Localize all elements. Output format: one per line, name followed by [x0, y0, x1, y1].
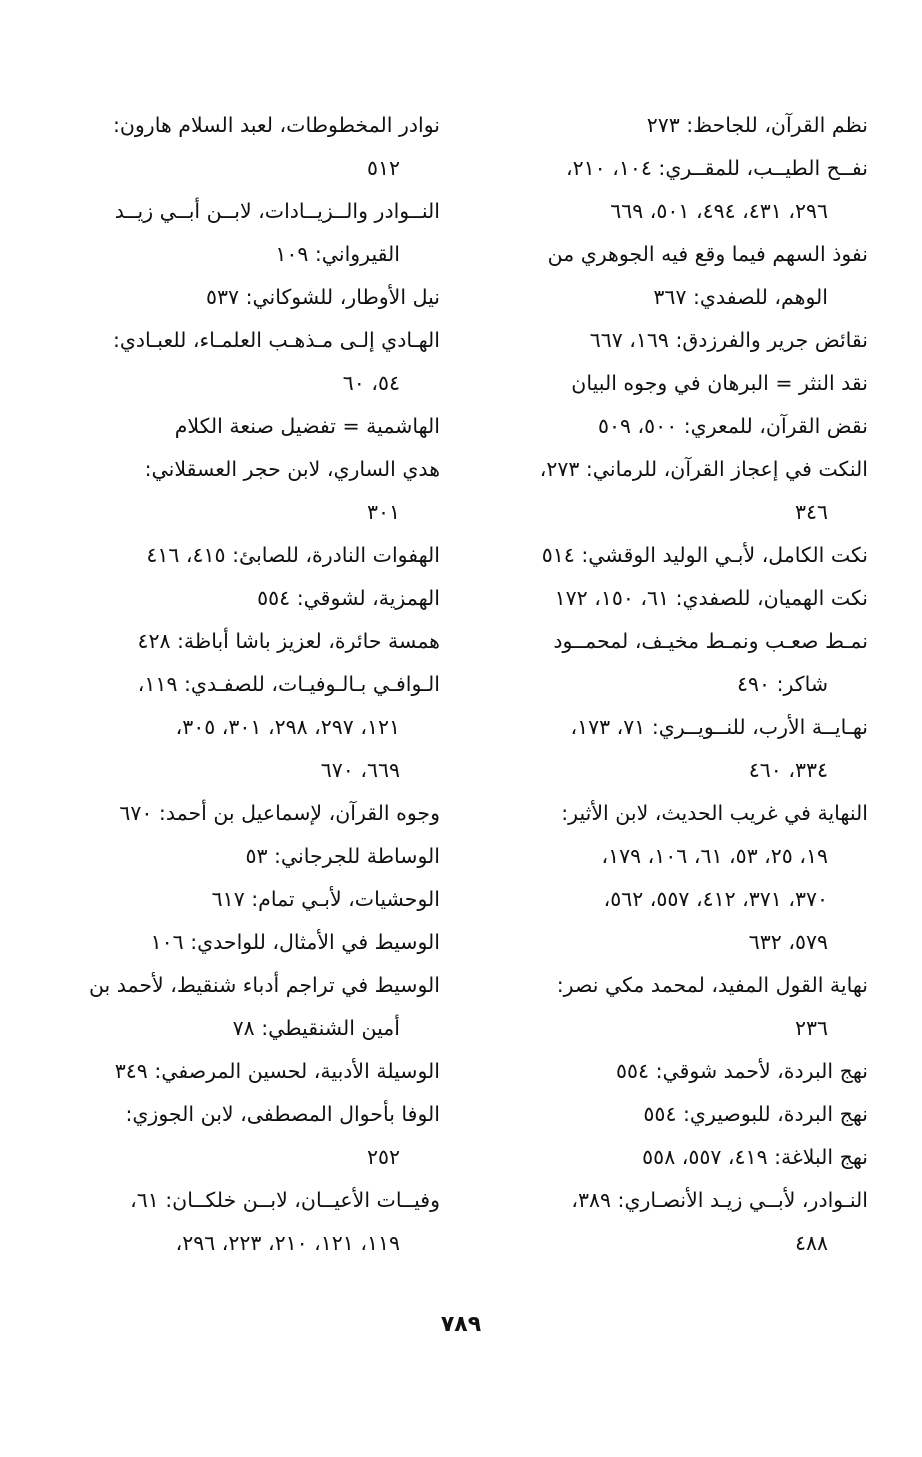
index-entry [490, 620, 868, 706]
index-entry [490, 319, 868, 362]
index-entry-title: نيل الأوطار، للشوكاني: ٥٣٧ [206, 285, 440, 309]
index-entry-continuation: ٣٣٤، ٤٦٠ [748, 758, 828, 782]
index-column-left [62, 104, 440, 1304]
index-entry-continuation: ٢٣٦ [794, 1016, 828, 1040]
index-entry [490, 405, 868, 448]
index-entry [490, 1093, 868, 1136]
index-entry-title: نكت الكامل، لأبـي الوليد الوقشي: ٥١٤ [541, 543, 868, 567]
index-entry-title: الهـادي إلـى مـذهـب العلمـاء، للعبـادي: [112, 328, 440, 352]
index-entry [490, 1050, 868, 1093]
index-entry-title: الهمزية، لشوقي: ٥٥٤ [257, 586, 440, 610]
index-entry-continuation: ٣٧٠، ٣٧١، ٤١٢، ٥٥٧، ٥٦٢، [603, 887, 828, 911]
index-entry-continuation: ٤٨٨ [794, 1231, 828, 1255]
index-entry-continuation: ٥١٢ [366, 156, 400, 180]
index-entry-continuation: ١٢١، ٢٩٧، ٢٩٨، ٣٠١، ٣٠٥، [175, 715, 400, 739]
index-entry-title: الهفوات النادرة، للصابئ: ٤١٥، ٤١٦ [146, 543, 440, 567]
index-entry [62, 921, 440, 964]
index-entry [490, 1136, 868, 1179]
index-entry [62, 276, 440, 319]
index-entry-title: الـوافـي بـالـوفيـات، للصفـدي: ١١٩، [137, 672, 440, 696]
index-entry-title: نهـايــة الأرب، للنــويــري: ٧١، ١٧٣، [570, 715, 868, 739]
index-entry-title: نفوذ السهم فيما وقع فيه الجوهري من [547, 242, 868, 266]
index-entry [490, 147, 868, 233]
index-entry-continuation: ٦٦٩، ٦٧٠ [320, 758, 400, 782]
index-entry [62, 1093, 440, 1179]
index-entry-continuation: القيرواني: ١٠٩ [275, 242, 400, 266]
index-columns [62, 104, 868, 1304]
index-entry [62, 448, 440, 534]
index-entry-continuation: الوهم، للصفدي: ٣٦٧ [653, 285, 828, 309]
index-entry-continuation: ٣٤٦ [794, 500, 828, 524]
index-entry [490, 233, 868, 319]
index-entry-title: نمـط صعـب ونمـط مخيـف، لمحمــود [553, 629, 868, 653]
index-entry-title: نقائض جرير والفرزدق: ١٦٩، ٦٦٧ [589, 328, 868, 352]
index-entry-title: الوسيط في تراجم أدباء شنقيط، لأحمد بن [88, 973, 440, 997]
index-entry [62, 1050, 440, 1093]
index-entry [490, 964, 868, 1050]
index-entry-continuation: ١٩، ٢٥، ٥٣، ٦١، ١٠٦، ١٧٩، [601, 844, 828, 868]
index-entry-continuation: ٢٥٢ [366, 1145, 400, 1169]
index-entry-continuation: ٥٤، ٦٠ [342, 371, 400, 395]
index-entry-title: الوفا بأحوال المصطفى، لابن الجوزي: [125, 1102, 440, 1126]
index-entry-continuation: ٣٠١ [366, 500, 400, 524]
index-entry [62, 792, 440, 835]
index-entry-title: نهاية القول المفيد، لمحمد مكي نصر: [556, 973, 868, 997]
index-entry [62, 104, 440, 190]
index-entry [62, 534, 440, 577]
index-entry-title: نهج البلاغة: ٤١٩، ٥٥٧، ٥٥٨ [642, 1145, 868, 1169]
index-entry-title: وجوه القرآن، لإسماعيل بن أحمد: ٦٧٠ [119, 801, 440, 825]
index-entry-title: هدي الساري، لابن حجر العسقلاني: [144, 457, 440, 481]
index-entry-title: الوسيط في الأمثال، للواحدي: ١٠٦ [150, 930, 440, 954]
index-entry [490, 706, 868, 792]
index-entry [490, 362, 868, 405]
index-entry [490, 1179, 868, 1265]
index-entry [490, 448, 868, 534]
index-entry [62, 964, 440, 1050]
index-entry-continuation: ٢٩٦، ٤٣١، ٤٩٤، ٥٠١، ٦٦٩ [610, 199, 828, 223]
index-entry-title: النـوادر، لأبــي زيـد الأنصـاري: ٣٨٩، [571, 1188, 868, 1212]
index-entry-title: الهاشمية = تفضيل صنعة الكلام [174, 414, 440, 438]
index-entry-title: نقض القرآن، للمعري: ٥٠٠، ٥٠٩ [597, 414, 868, 438]
index-entry [490, 104, 868, 147]
index-column-right [490, 104, 868, 1304]
index-entry-title: الوساطة للجرجاني: ٥٣ [245, 844, 440, 868]
index-entry-title: النكت في إعجاز القرآن، للرماني: ٢٧٣، [539, 457, 868, 481]
index-entry-title: نقد النثر = البرهان في وجوه البيان [571, 371, 868, 395]
index-entry [62, 319, 440, 405]
index-entry-title: نفــح الطيــب، للمقــري: ١٠٤، ٢١٠، [566, 156, 868, 180]
index-entry-title: نظم القرآن، للجاحظ: ٢٧٣ [646, 113, 868, 137]
index-entry-continuation: ١١٩، ١٢١، ٢١٠، ٢٢٣، ٢٩٦، [175, 1231, 400, 1255]
index-entry [62, 663, 440, 792]
index-entry-continuation: شاكر: ٤٩٠ [737, 672, 828, 696]
index-entry [62, 405, 440, 448]
index-entry-title: نكت الهميان، للصفدي: ٦١، ١٥٠، ١٧٢ [554, 586, 868, 610]
index-entry [62, 835, 440, 878]
index-entry [62, 620, 440, 663]
index-entry [490, 534, 868, 577]
index-entry [62, 577, 440, 620]
index-entry-title: همسة حائرة، لعزيز باشا أباظة: ٤٢٨ [137, 629, 440, 653]
index-entry-title: الوسيلة الأدبية، لحسين المرصفي: ٣٤٩ [114, 1059, 440, 1083]
index-entry-title: وفيــات الأعيــان، لابــن خلكــان: ٦١، [130, 1188, 440, 1212]
index-entry [62, 1179, 440, 1265]
index-entry-continuation: ٥٧٩، ٦٣٢ [748, 930, 828, 954]
index-entry-title: نهج البردة، للبوصيري: ٥٥٤ [643, 1102, 868, 1126]
index-entry-title: الوحشيات، لأبـي تمام: ٦١٧ [211, 887, 440, 911]
index-entry [62, 190, 440, 276]
index-entry-title: نهج البردة، لأحمد شوقي: ٥٥٤ [616, 1059, 868, 1083]
index-entry [490, 792, 868, 964]
index-entry [490, 577, 868, 620]
index-entry-continuation: أمين الشنقيطي: ٧٨ [232, 1016, 400, 1040]
index-entry-title: النهاية في غريب الحديث، لابن الأثير: [561, 801, 868, 825]
page-number: ٧٨٩ [440, 1312, 482, 1337]
index-entry [62, 878, 440, 921]
index-entry-title: النــوادر والــزيــادات، لابــن أبــي زيــد [114, 199, 440, 223]
index-entry-title: نوادر المخطوطات، لعبد السلام هارون: [112, 113, 440, 137]
